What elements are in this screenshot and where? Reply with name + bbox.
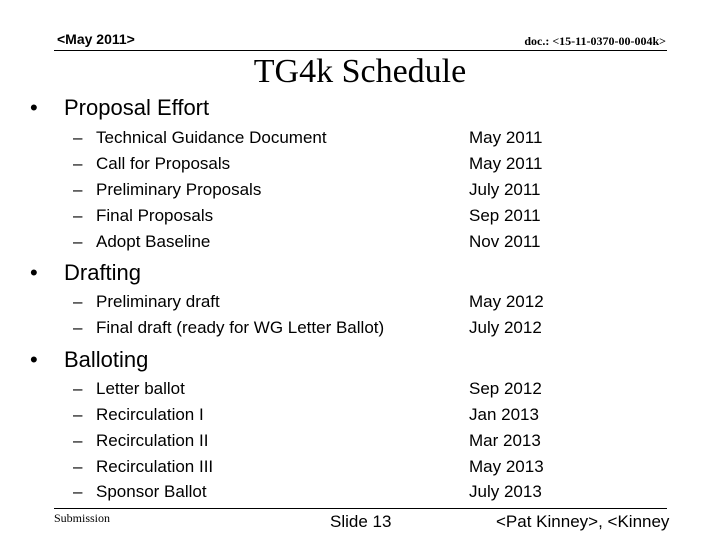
list-item-label: Final Proposals	[96, 206, 214, 225]
section-heading-drafting	[30, 260, 141, 286]
footer-author: <Pat Kinney>, <Kinney	[496, 512, 670, 531]
slide-number: Slide 13	[330, 512, 392, 531]
section-heading-label: Balloting	[64, 347, 149, 372]
header-divider	[54, 50, 667, 51]
header-doc-id: doc.: <15-11-0370-00-004k>	[524, 34, 666, 48]
list-item-date: May 2011	[469, 128, 543, 147]
list-item-label: Sponsor Ballot	[96, 482, 207, 501]
list-item-label: Final draft (ready for WG Letter Ballot)	[96, 318, 385, 337]
section-heading-label: Drafting	[64, 260, 142, 285]
list-dash: –	[73, 206, 83, 225]
list-item-date: Nov 2011	[469, 232, 541, 251]
list-item-date: Jan 2013	[469, 405, 539, 424]
list-dash: –	[73, 482, 83, 501]
list-dash: –	[73, 180, 83, 199]
list-dash: –	[73, 405, 83, 424]
list-item-date: May 2012	[469, 292, 544, 311]
list-item-label: Preliminary Proposals	[96, 180, 262, 199]
list-item-label: Recirculation I	[96, 405, 204, 424]
list-dash: –	[73, 457, 83, 476]
footer-submission: Submission	[54, 511, 111, 525]
section-heading-proposal-effort	[30, 95, 209, 121]
list-item-date: July 2013	[469, 482, 542, 501]
list-dash: –	[73, 128, 83, 147]
list-item-date: Sep 2011	[469, 206, 541, 225]
list-dash: –	[73, 318, 83, 337]
list-item-date: May 2011	[469, 154, 543, 173]
footer-divider	[54, 508, 667, 509]
list-dash: –	[73, 292, 83, 311]
list-item-date: Mar 2013	[469, 431, 541, 450]
bullet-icon: •	[30, 260, 38, 285]
list-item-label: Adopt Baseline	[96, 232, 211, 251]
list-dash: –	[73, 232, 83, 251]
list-item-label: Call for Proposals	[96, 154, 231, 173]
list-item-label: Recirculation II	[96, 431, 209, 450]
list-item-label: Preliminary draft	[96, 292, 220, 311]
list-item-label: Recirculation III	[96, 457, 214, 476]
list-dash: –	[73, 379, 83, 398]
slide-title: TG4k Schedule	[253, 53, 467, 90]
list-item-date: Sep 2012	[469, 379, 542, 398]
list-item-label: Technical Guidance Document	[96, 128, 327, 147]
bullet-icon: •	[30, 95, 38, 120]
list-item-date: May 2013	[469, 457, 544, 476]
section-heading-label: Proposal Effort	[64, 95, 210, 120]
section-heading-balloting	[30, 347, 148, 373]
list-item-label: Letter ballot	[96, 379, 185, 398]
header-date: <May 2011>	[57, 31, 135, 47]
list-item-date: July 2012	[469, 318, 542, 337]
list-dash: –	[73, 431, 83, 450]
list-item-date: July 2011	[469, 180, 541, 199]
bullet-icon: •	[30, 347, 38, 372]
list-dash: –	[73, 154, 83, 173]
